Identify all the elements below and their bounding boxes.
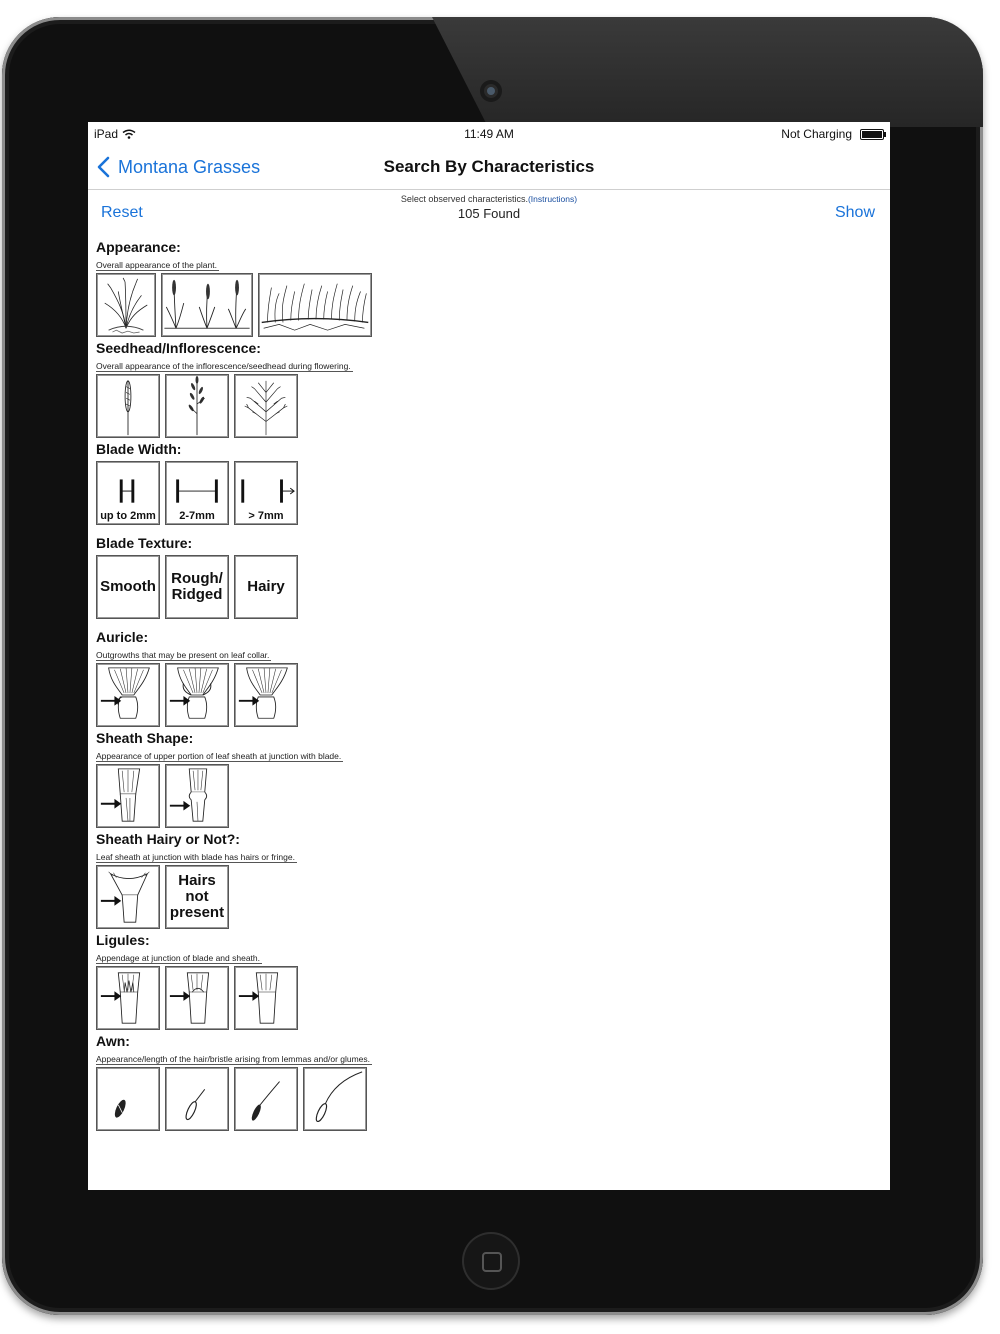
home-button[interactable] (462, 1232, 520, 1290)
section-ligules (96, 932, 298, 1030)
auricle-option-2[interactable] (165, 663, 229, 727)
awnless-seed-icon (97, 1068, 159, 1130)
awn-option-short[interactable] (165, 1067, 229, 1131)
section-appearance (96, 239, 372, 337)
short-awn-icon (166, 1068, 228, 1130)
appearance-option-spaced[interactable] (161, 273, 253, 337)
show-button[interactable]: Show (834, 204, 875, 221)
back-label: Montana Grasses (118, 156, 261, 177)
auricle-option-1[interactable] (96, 663, 160, 727)
section-sheath-hairy (96, 831, 297, 929)
battery-status: Not Charging (781, 127, 852, 141)
section-sheath-shape (96, 730, 343, 828)
seedhead-option-panicle[interactable] (234, 374, 298, 438)
section-description: Leaf sheath at junction with blade has hairs or fringe. (96, 852, 295, 862)
page-title: Search By Characteristics (383, 157, 595, 176)
app-screen (88, 122, 890, 1190)
ligule-option-2[interactable] (165, 966, 229, 1030)
ligule-icon (97, 967, 159, 1029)
option-label: Rough/ Ridged (171, 570, 223, 603)
section-blade-texture (96, 535, 298, 619)
section-description: Overall appearance of the plant. (96, 260, 217, 270)
section-description: Appendage at junction of blade and sheath. (96, 953, 260, 963)
grass-sod-icon (259, 274, 371, 336)
camera-icon (480, 80, 502, 102)
panicle-seedhead-icon (235, 375, 297, 437)
section-blade-width (96, 441, 298, 525)
seedhead-option-spike[interactable] (96, 374, 160, 438)
bezel-reflection (432, 17, 983, 127)
section-title: Appearance: (96, 239, 181, 255)
section-description: Overall appearance of the inflorescence/seedhead during flowering. (96, 361, 351, 371)
navigation-bar (88, 144, 890, 190)
sheath-closed-icon (166, 765, 228, 827)
option-label: 2-7mm (179, 510, 215, 522)
auricle-collar-icon (97, 664, 159, 726)
results-count: 105 Found (457, 206, 521, 221)
device-name: iPad (94, 127, 119, 141)
option-label: Hairy (247, 578, 285, 595)
instructions-hint (88, 194, 890, 204)
awn-option-none[interactable] (96, 1067, 160, 1131)
section-title: Sheath Shape: (96, 730, 194, 746)
ligule-option-1[interactable] (96, 966, 160, 1030)
hint-text: Select observed characteristics. (400, 194, 528, 204)
section-auricle (96, 629, 298, 727)
medium-awn-icon (235, 1068, 297, 1130)
awn-option-medium[interactable] (234, 1067, 298, 1131)
section-title: Ligules: (96, 932, 150, 948)
blade-width-option-narrow[interactable] (96, 461, 160, 525)
reset-button[interactable]: Reset (101, 204, 143, 221)
section-title: Auricle: (96, 629, 149, 645)
blade-width-option-wide[interactable] (234, 461, 298, 525)
sheath-shape-option-closed[interactable] (165, 764, 229, 828)
section-title: Awn: (96, 1033, 130, 1049)
section-title: Blade Texture: (96, 535, 193, 551)
option-label: up to 2mm (100, 510, 156, 522)
texture-option-hairy[interactable] (234, 555, 298, 619)
option-label: > 7mm (248, 510, 284, 522)
instructions-link[interactable]: (Instructions) (527, 194, 578, 204)
battery-icon (860, 129, 884, 140)
sheath-hairy-option-not-present[interactable] (165, 865, 229, 929)
raceme-seedhead-icon (166, 375, 228, 437)
awn-option-long[interactable] (303, 1067, 367, 1131)
status-bar (88, 122, 890, 144)
toolbar (88, 190, 890, 226)
long-awn-icon (304, 1068, 366, 1130)
seedhead-option-raceme[interactable] (165, 374, 229, 438)
hairy-sheath-icon (97, 866, 159, 928)
sheath-hairy-option-hairs[interactable] (96, 865, 160, 929)
spike-seedhead-icon (97, 375, 159, 437)
option-label: Hairs not present (169, 872, 225, 921)
appearance-option-sod[interactable] (258, 273, 372, 337)
texture-option-smooth[interactable] (96, 555, 160, 619)
ligule-icon (166, 967, 228, 1029)
option-label: Smooth (100, 578, 156, 595)
appearance-option-bunch[interactable] (96, 273, 156, 337)
grass-spaced-icon (162, 274, 252, 336)
ligule-option-3[interactable] (234, 966, 298, 1030)
blade-width-option-medium[interactable] (165, 461, 229, 525)
texture-option-rough-ridged[interactable] (165, 555, 229, 619)
section-seedhead (96, 340, 353, 438)
section-title: Sheath Hairy or Not?: (96, 831, 240, 847)
status-time: 11:49 AM (464, 127, 514, 141)
section-description: Appearance of upper portion of leaf sheath at junction with blade. (96, 751, 342, 761)
grass-bunch-icon (97, 274, 155, 336)
sheath-shape-option-open[interactable] (96, 764, 160, 828)
section-awn (96, 1033, 372, 1131)
section-title: Seedhead/Inflorescence: (96, 340, 261, 356)
auricle-collar-icon (235, 664, 297, 726)
auricle-collar-icon (166, 664, 228, 726)
auricle-option-3[interactable] (234, 663, 298, 727)
section-description: Appearance/length of the hair/bristle arising from lemmas and/or glumes. (96, 1054, 371, 1064)
sheath-open-icon (97, 765, 159, 827)
section-description: Outgrowths that may be present on leaf collar. (96, 650, 270, 660)
section-title: Blade Width: (96, 441, 182, 457)
ligule-icon (235, 967, 297, 1029)
